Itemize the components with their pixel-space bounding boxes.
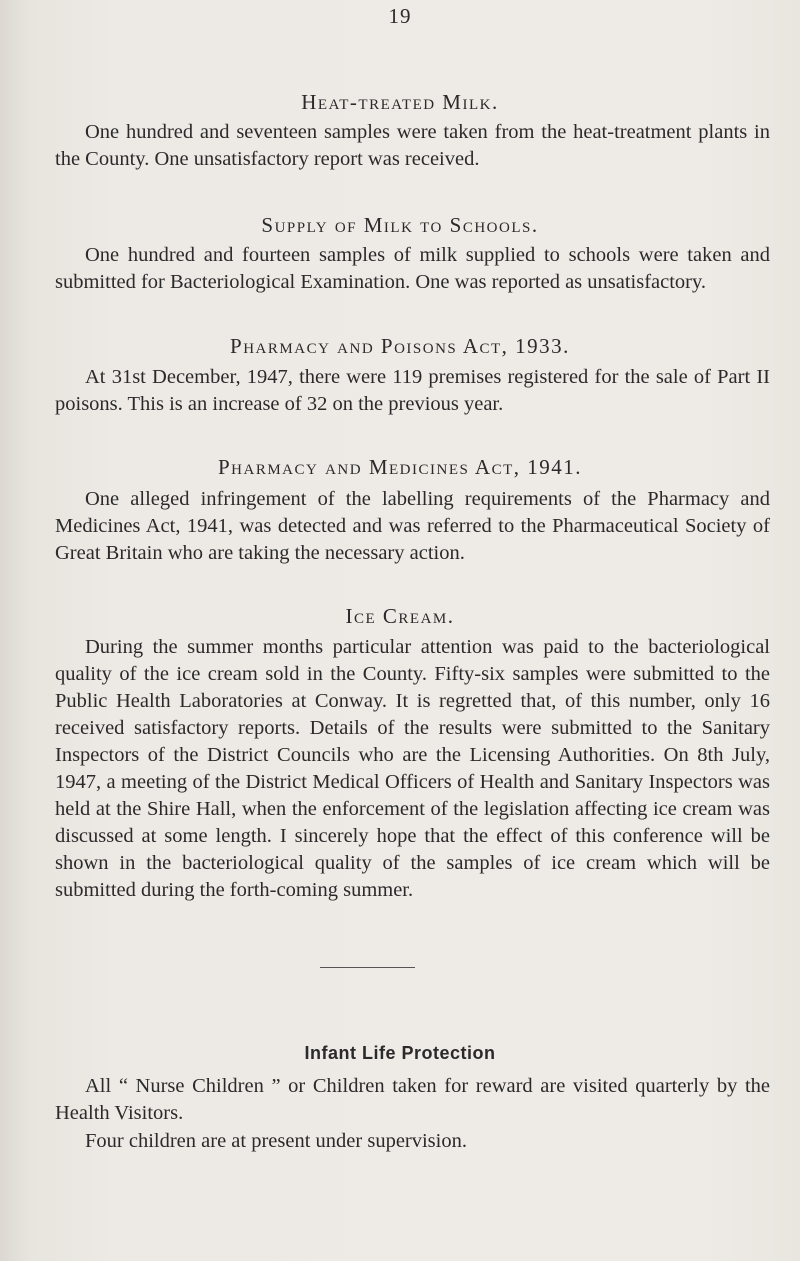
paragraph-ice-cream: During the summer months particular attention was paid to the bacteriological quality of the ice cream sold in the County. Fifty-six samples were submitted to the Public Health Laboratories at Conway. It is regretted that, of this number, only 16 received satisfactory reports. Details of the results were submitted to the Sanitary Inspectors of the District Councils who are the Licensing Authorities. On 8th July, 1947, a meeting of the District Medical Officers of Health and Sanitary Inspectors was held at the Shire Hall, when the enforcement of the legislation affecting ice cream was discussed at some length. I sincerely hope that the effect of this conference will be shown in the bacteriological quality of the samples of ice cream which will be submitted during the forth-coming summer. xyxy=(55,636,770,901)
section-heading-pharmacy-and-poisons-act: Pharmacy and Poisons Act, 1933. xyxy=(230,334,570,358)
section-heading-supply-of-milk-to-schools: Supply of Milk to Schools. xyxy=(261,213,539,237)
paragraph-supply-of-milk-to-schools: One hundred and fourteen samples of milk supplied to schools were taken and submitted for Bacteriological Examination. One was reported as unsatisfactory. xyxy=(55,244,770,293)
section-heading-heat-treated-milk: Heat-treated Milk. xyxy=(301,90,499,114)
paragraph-pharmacy-and-poisons-act: At 31st December, 1947, there were 119 premises registered for the sale of Part II poisons. This is an increase of 32 on the previous year. xyxy=(55,366,770,415)
section-heading-pharmacy-and-medicines-act: Pharmacy and Medicines Act, 1941. xyxy=(217,455,583,479)
paragraph-heat-treated-milk: One hundred and seventeen samples were taken from the heat-treatment plants in the County. One unsatisfactory report was received. xyxy=(55,121,770,170)
paragraph-nurse-children: All “ Nurse Children ” or Children taken for reward are visited quarterly by the Health Visitors. xyxy=(55,1075,770,1124)
section-divider xyxy=(320,967,415,968)
page-number: 19 xyxy=(388,4,412,28)
paragraph-pharmacy-and-medicines-act: One alleged infringement of the labelling requirements of the Pharmacy and Medicines Act, 1941, was detected and was referred to the Pharmaceutical Society of Great Britain who are taking the necessary action. xyxy=(55,488,770,564)
paragraph-children-under-supervision: Four children are at present under supervision. xyxy=(85,1130,467,1152)
section-heading-ice-cream: Ice Cream. xyxy=(345,604,455,628)
section-heading-infant-life-protection: Infant Life Protection xyxy=(304,1043,496,1063)
